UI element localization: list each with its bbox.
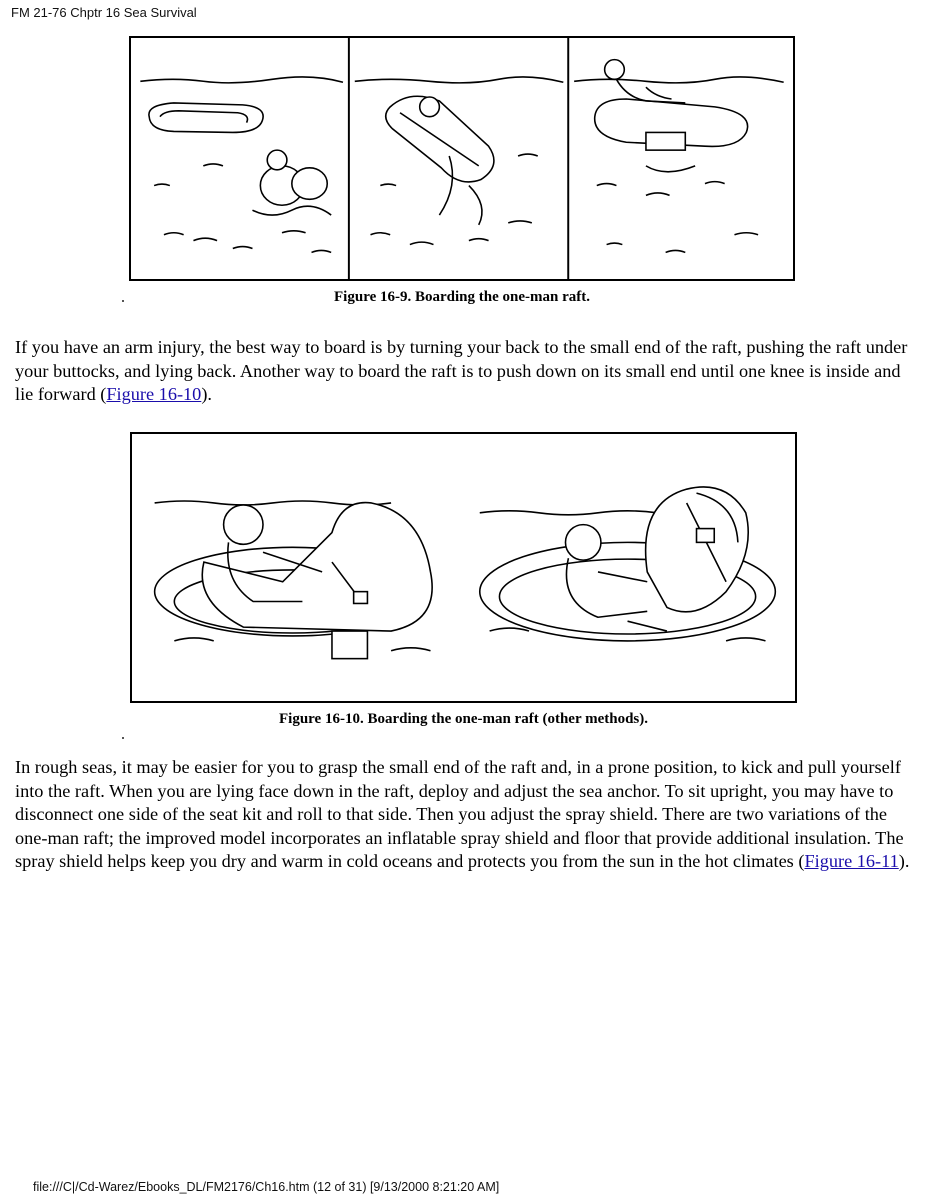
paragraph-arm-injury-boarding [15,336,915,407]
figure-16-10-illustration [130,432,797,703]
figure-16-11-link[interactable]: Figure 16-11 [804,851,899,871]
boarding-raft-other-methods-drawing [132,434,795,701]
boarding-raft-three-panel-drawing [131,38,793,279]
page-footer-url: file:///C|/Cd-Warez/Ebooks_DL/FM2176/Ch16.htm (12 of 31) [9/13/2000 8:21:20 AM] [33,1180,500,1194]
paragraph-text-end: ). [898,851,910,871]
figure-16-9-caption: Figure 16-9. Boarding the one-man raft. [334,289,590,305]
stray-dot [122,300,124,302]
figure-16-10-caption: Figure 16-10. Boarding the one-man raft (other methods). [279,711,648,727]
paragraph-text: If you have an arm injury, the best way to board is by turning your back to the small end of the raft, pushing the raft under your buttocks, and lying back. Another way to board the raft is to push down on its small end until one knee is inside and lie forward ( [15,337,908,404]
paragraph-rough-seas-boarding [15,756,915,874]
figure-16-10-link[interactable]: Figure 16-10 [106,384,202,404]
stray-dot [122,737,124,739]
figure-16-9-illustration [129,36,795,281]
paragraph-text: In rough seas, it may be easier for you to grasp the small end of the raft and, in a prone position, to kick and pull yourself into the raft. When you are lying face down in the raft, deploy and adjust the sea anchor. To sit upright, you may have to disconnect one side of the seat kit and roll to that side. Then you adjust the spray shield. There are two variations of the one-man raft; the improved model incorporates an inflatable spray shield and floor that provide additional insulation. The spray shield helps keep you dry and warm in cold oceans and protects you from the sun in the hot climates ( [15,757,904,871]
page-header-title: FM 21-76 Chptr 16 Sea Survival [11,5,197,20]
paragraph-text-end: ). [201,384,212,404]
